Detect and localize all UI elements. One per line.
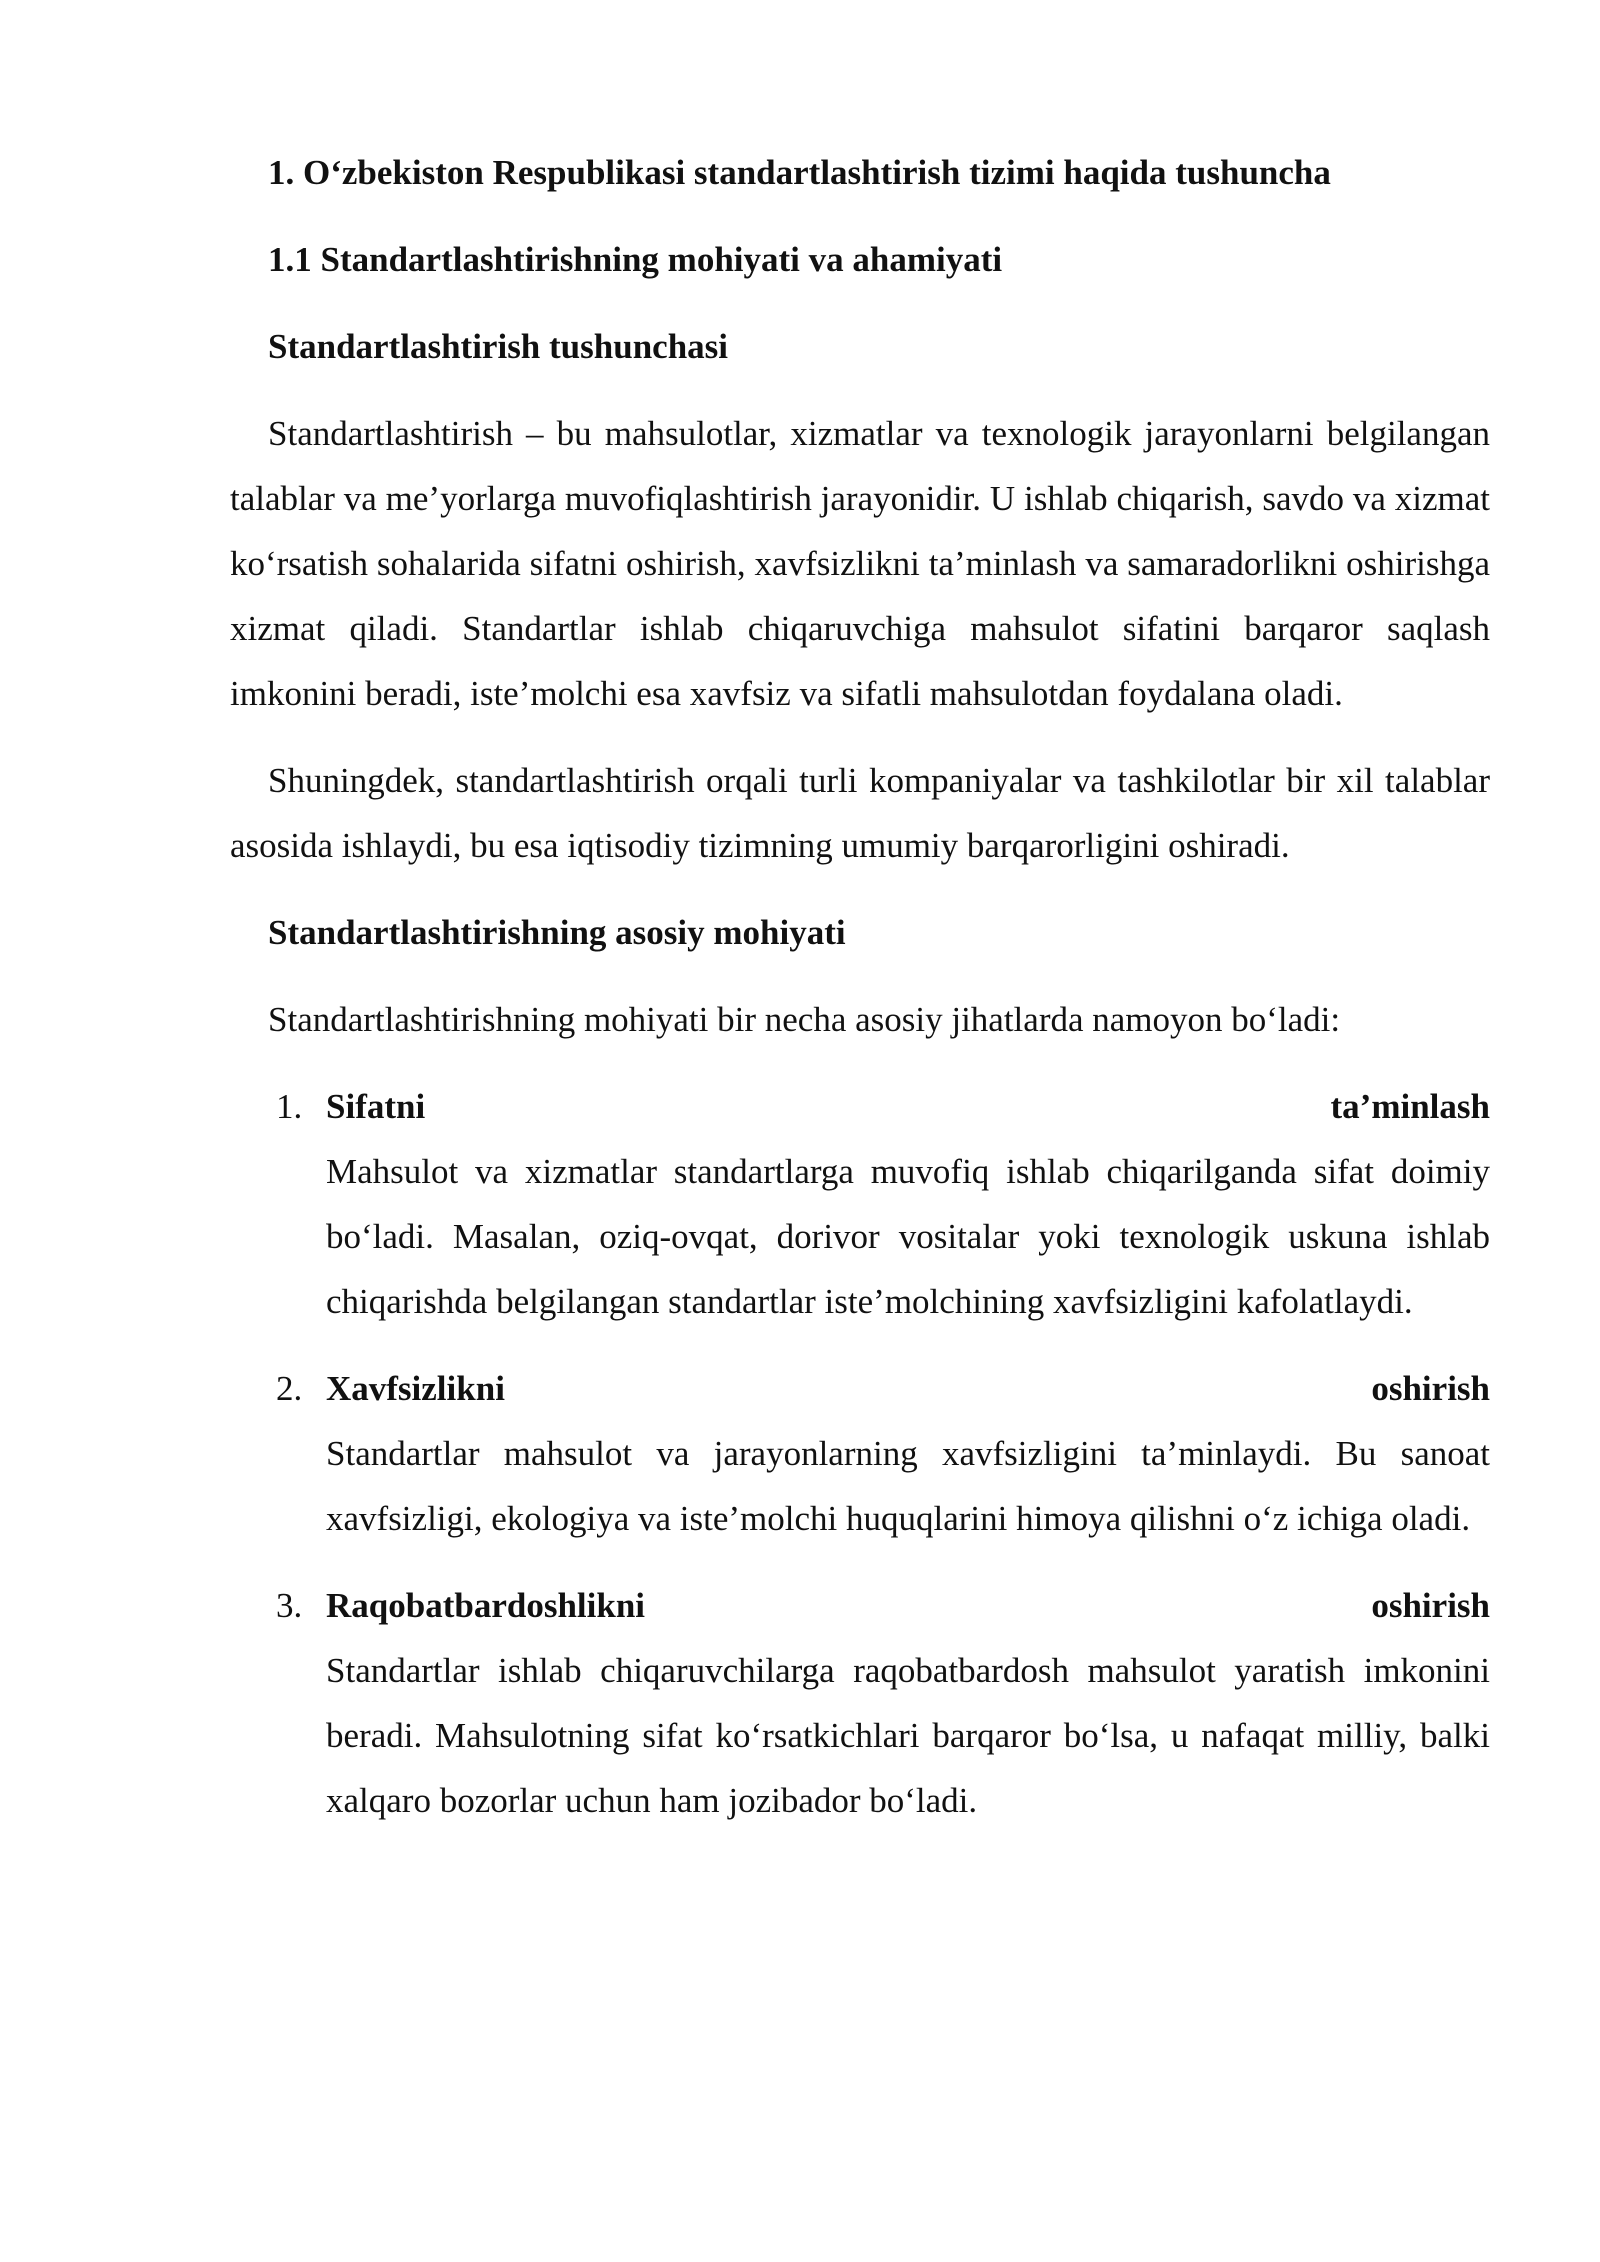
list-item-number: 3. xyxy=(276,1586,303,1625)
paragraph-stability: Shuningdek, standartlashtirish orqali turli kompaniyalar va tashkilotlar bir xil talablar asosida ishlaydi, bu esa iqtisodiy tizimning umumiy barqarorligini oshiradi. xyxy=(230,761,1490,865)
list-item xyxy=(276,1356,1490,1551)
paragraph-definition: Standartlashtirish – bu mahsulotlar, xizmatlar va texnologik jarayonlarni belgilangan talablar va me’yorlarga muvofiqlashtirish jarayonidir. U ishlab chiqarish, savdo va xizmat ko‘rsatish sohalarida sifatni oshirish, xavfsizlikni ta’minlash va samaradorlikni oshirishga xizmat qiladi. Standartlar ishlab chiqaruvchiga mahsulot sifatini barqaror saqlash imkonini beradi, iste’molchi esa xavfsiz va sifatli mahsulotdan foydalana oladi. xyxy=(230,414,1490,713)
list-item-title-word: Sifatni xyxy=(326,1087,426,1126)
section-heading: 1. O‘zbekiston Respublikasi standartlashtirish tizimi haqida tushuncha xyxy=(268,153,1331,192)
list-item-text: Standartlar mahsulot va jarayonlarning xavfsizligini ta’minlaydi. Bu sanoat xavfsizligi, ekologiya va iste’molchi huquqlarini himoya qilishni o‘z ichiga oladi. xyxy=(326,1434,1490,1538)
topic-heading-essence: Standartlashtirishning asosiy mohiyati xyxy=(268,913,846,952)
paragraph-intro: Standartlashtirishning mohiyati bir necha asosiy jihatlarda namoyon bo‘ladi: xyxy=(268,1000,1341,1039)
topic-heading: Standartlashtirish tushunchasi xyxy=(268,327,729,366)
list-item-text: Standartlar ishlab chiqaruvchilarga raqobatbardosh mahsulot yaratish imkonini beradi. Mahsulotning sifat ko‘rsatkichlari barqaror bo‘lsa, u nafaqat milliy, balki xalqaro bozorlar uchun ham jozibador bo‘ladi. xyxy=(326,1651,1490,1820)
list-item-title-word: ta’minlash xyxy=(1330,1087,1490,1126)
document-page xyxy=(230,140,1490,1855)
subsection-heading: 1.1 Standartlashtirishning mohiyati va ahamiyati xyxy=(268,240,1003,279)
list-item-title-word: oshirish xyxy=(1371,1586,1490,1625)
essence-list xyxy=(230,1074,1490,1833)
list-item-title xyxy=(326,1573,1490,1638)
list-item-title-word: Raqobatbardoshlikni xyxy=(326,1586,646,1625)
list-item-text: Mahsulot va xizmatlar standartlarga muvofiq ishlab chiqarilganda sifat doimiy bo‘ladi. Masalan, oziq-ovqat, dorivor vositalar yoki texnologik uskuna ishlab chiqarishda belgilangan standartlar iste’molchining xavfsizligini kafolatlaydi. xyxy=(326,1152,1490,1321)
list-item-title xyxy=(326,1356,1490,1421)
list-item-title xyxy=(326,1074,1490,1139)
list-item-number: 2. xyxy=(276,1369,303,1408)
list-item-number: 1. xyxy=(276,1087,303,1126)
list-item-title-word: oshirish xyxy=(1371,1369,1490,1408)
list-item-title-word: Xavfsizlikni xyxy=(326,1369,505,1408)
list-item xyxy=(276,1573,1490,1833)
list-item xyxy=(276,1074,1490,1334)
